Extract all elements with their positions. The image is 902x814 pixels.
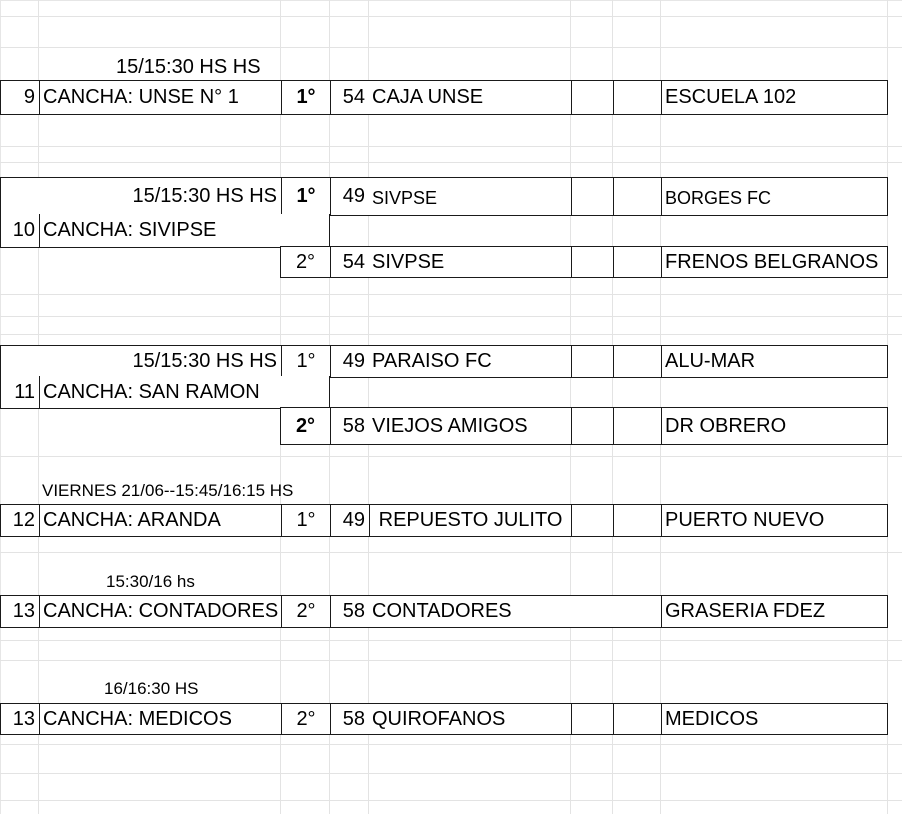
match-time: 15/15:30 HS HS: [132, 350, 277, 372]
score-cell[interactable]: [571, 505, 613, 536]
category: 54: [330, 247, 369, 277]
match-time: 15/15:30 HS HS: [132, 185, 277, 207]
home-team: REPUESTO JULITO: [369, 505, 571, 536]
away-team: BORGES FC: [661, 178, 887, 215]
score-cell[interactable]: [613, 178, 661, 215]
category: 49: [330, 178, 369, 215]
grid-row-line: [0, 334, 902, 335]
grid-row-line: [0, 800, 902, 801]
division: 2°: [295, 414, 316, 437]
score-cell[interactable]: [571, 178, 613, 215]
score-cell[interactable]: [571, 596, 613, 627]
score-cell[interactable]: [571, 346, 613, 377]
score-cell[interactable]: [613, 408, 661, 444]
match-row[interactable]: [0, 177, 888, 216]
away-team: MEDICOS: [661, 704, 887, 734]
cancha-name: CANCHA: ARANDA: [39, 505, 281, 536]
away-team: ESCUELA 102: [661, 81, 887, 114]
grid-row-line: [0, 146, 902, 147]
home-team: QUIROFANOS: [372, 707, 506, 730]
division: 2°: [281, 704, 330, 734]
home-team: CONTADORES: [372, 600, 512, 622]
division: 2°: [281, 596, 330, 627]
grid-row-line: [0, 47, 902, 48]
category: 58: [330, 596, 369, 627]
division: 1°: [281, 178, 330, 215]
grid-row-line: [0, 640, 902, 641]
match-row[interactable]: [280, 246, 888, 278]
score-cell[interactable]: [613, 505, 661, 536]
score-cell[interactable]: [571, 704, 613, 734]
grid-row-line: [0, 456, 902, 457]
away-team: DR OBRERO: [661, 408, 887, 444]
score-cell[interactable]: [613, 704, 661, 734]
grid-row-line: [0, 660, 902, 661]
match-row[interactable]: [0, 595, 888, 628]
away-team: GRASERIA FDEZ: [661, 596, 887, 627]
match-time: 15/15:30 HS HS: [116, 55, 261, 78]
match-row[interactable]: [0, 345, 888, 378]
row-number: 13: [12, 600, 35, 622]
score-cell[interactable]: [613, 81, 661, 114]
score-cell[interactable]: [613, 346, 661, 377]
match-time: VIERNES 21/06--15:45/16:15 HS: [42, 481, 294, 500]
cancha-name: CANCHA: CONTADORES: [39, 596, 281, 627]
cancha-name: CANCHA: MEDICOS: [39, 704, 281, 734]
cancha-name: CANCHA: SIVIPSE: [39, 214, 280, 247]
row-number: 11: [14, 380, 35, 403]
row-number: 10: [12, 219, 35, 241]
home-team: SIVPSE: [372, 188, 438, 208]
home-team: PARAISO FC: [372, 350, 492, 372]
category: 58: [330, 408, 369, 444]
home-team: SIVPSE: [372, 250, 445, 273]
grid-row-line: [0, 162, 902, 163]
score-cell[interactable]: [613, 596, 661, 627]
match-row[interactable]: [0, 703, 888, 735]
score-cell[interactable]: [571, 81, 613, 114]
score-cell[interactable]: [571, 247, 613, 277]
grid-row-line: [0, 552, 902, 553]
away-team: PUERTO NUEVO: [661, 505, 887, 536]
match-row[interactable]: [0, 80, 888, 115]
cancha-row: [0, 214, 330, 248]
category: 58: [330, 704, 369, 734]
grid-row-line: [0, 773, 902, 774]
match-row[interactable]: [280, 407, 888, 445]
division: 1°: [281, 81, 330, 114]
match-time: 16/16:30 HS: [104, 679, 199, 698]
grid-row-line: [0, 16, 902, 17]
category: 49: [330, 505, 369, 536]
away-team: ALU-MAR: [661, 346, 887, 377]
cancha-name: CANCHA: SAN RAMON: [39, 376, 280, 408]
grid-row-line: [0, 316, 902, 317]
category: 49: [330, 346, 369, 377]
category: 54: [330, 81, 369, 114]
division: 1°: [281, 505, 330, 536]
cancha-row: [0, 376, 330, 409]
grid-row-line: [0, 744, 902, 745]
row-number: 12: [12, 509, 35, 531]
match-row[interactable]: [0, 504, 888, 537]
match-time: 15:30/16 hs: [106, 572, 195, 591]
division: 1°: [281, 346, 330, 377]
home-team: VIEJOS AMIGOS: [372, 414, 528, 437]
home-team: CAJA UNSE: [372, 86, 484, 108]
row-number: 13: [12, 707, 35, 730]
score-cell[interactable]: [613, 247, 661, 277]
row-number: 9: [23, 86, 35, 108]
away-team: FRENOS BELGRANOS: [661, 247, 887, 277]
cancha-name: CANCHA: UNSE N° 1: [39, 81, 281, 114]
score-cell[interactable]: [571, 408, 613, 444]
grid-row-line: [0, 294, 902, 295]
division: 2°: [295, 250, 316, 273]
